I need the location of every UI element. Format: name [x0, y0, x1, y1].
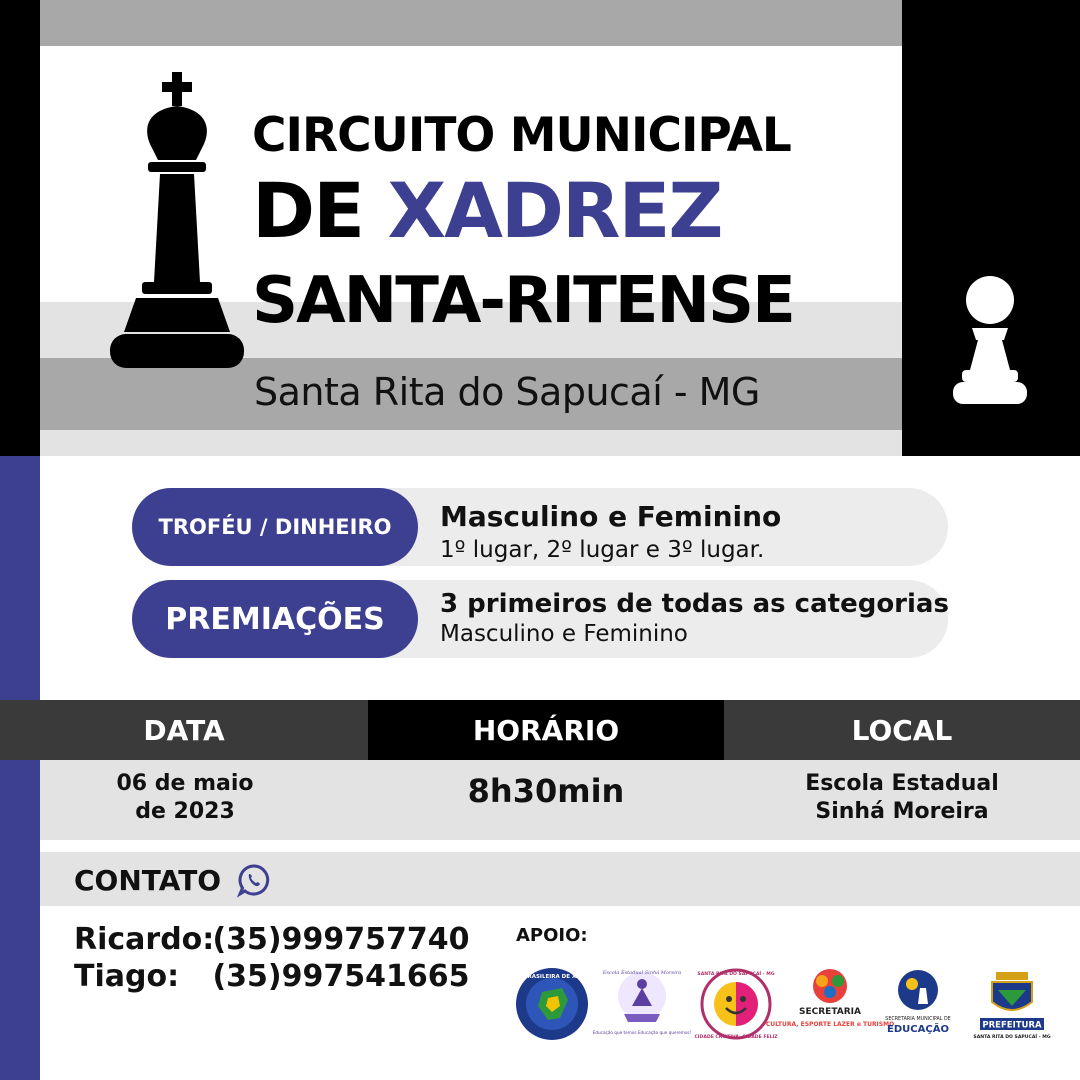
contact-phone[interactable]: (35)999757740 [212, 922, 470, 957]
location-value-line-2: Sinhá Moreira [815, 799, 989, 824]
location-value [780, 770, 1024, 826]
title-line-2-accent: XADREZ [387, 166, 722, 255]
prize-label-1: TROFÉU / DINHEIRO [132, 488, 418, 566]
contact-phone[interactable]: (35)997541665 [212, 959, 470, 994]
prize-text-2: Masculino e Feminino [440, 621, 688, 647]
contact-name: Ricardo: [74, 922, 215, 957]
logo-2-text: Escola Estadual Sinhá Moreira [602, 970, 682, 976]
logo-3-caption: CIDADE CRIATIVA, CIDADE FELIZ [694, 1035, 778, 1040]
title-line-3: SANTA-RITENSE [252, 264, 794, 338]
left-blue-bar [0, 456, 40, 1080]
cidade-criativa-logo [694, 966, 778, 1042]
secretaria-cultura-logo [765, 966, 895, 1042]
prize-text-1: 1º lugar, 2º lugar e 3º lugar. [440, 537, 765, 563]
date-value-line-1: 06 de maio [116, 771, 254, 796]
title-line-2 [252, 166, 722, 255]
title-line-1: CIRCUITO MUNICIPAL [252, 108, 791, 163]
logo-5-caption: EDUCAÇÃO [887, 1024, 949, 1035]
contact-name: Tiago: [74, 959, 180, 994]
escola-estadual-logo [592, 966, 692, 1042]
contact-row-ricardo [74, 922, 470, 957]
bottom-gray-band [40, 430, 902, 456]
chess-pawn-icon [950, 270, 1030, 406]
whatsapp-icon[interactable] [237, 863, 271, 897]
liga-brasileira-xadrez-logo [507, 966, 597, 1042]
logo-6-text: PREFEITURA [982, 1020, 1042, 1031]
location-subtitle: Santa Rita do Sapucaí - MG [254, 370, 760, 414]
contact-row-tiago [74, 959, 470, 994]
location-value-line-1: Escola Estadual [805, 771, 999, 796]
title-line-2-prefix: DE [252, 166, 364, 255]
logo-1-text: LIGA BRASILEIRA DE XADREZ [507, 974, 597, 980]
date-value [90, 770, 280, 826]
prize-title-1: Masculino e Feminino [440, 500, 782, 533]
prize-title-2: 3 primeiros de todas as categorias [440, 589, 949, 619]
prefeitura-logo [974, 966, 1050, 1042]
logo-5-text: SECRETARIA MUNICIPAL DE [885, 1017, 951, 1022]
time-value: 8h30min [467, 772, 625, 810]
logo-6-caption: SANTA RITA DO SAPUCAÍ - MG [973, 1035, 1051, 1040]
horario-header: HORÁRIO [368, 700, 724, 760]
date-value-line-2: de 2023 [135, 799, 235, 824]
local-header: LOCAL [724, 700, 1080, 760]
prize-label-2: PREMIAÇÕES [132, 580, 418, 658]
secretaria-educacao-logo [880, 966, 956, 1042]
logo-4-caption: CULTURA, ESPORTE LAZER e TURISMO [765, 1021, 895, 1028]
support-label: APOIO: [516, 925, 588, 946]
left-black-bar [0, 0, 40, 456]
logo-4-text: SECRETARIA [799, 1007, 861, 1017]
logo-3-text: SANTA RITA DO SAPUCAÍ - MG [697, 972, 775, 977]
logo-2-caption: Educação que temos Educação que queremos! [592, 1030, 692, 1035]
chess-king-icon [108, 70, 248, 370]
data-header: DATA [0, 700, 368, 760]
top-gray-band [40, 0, 902, 46]
contact-title: CONTATO [74, 864, 222, 897]
